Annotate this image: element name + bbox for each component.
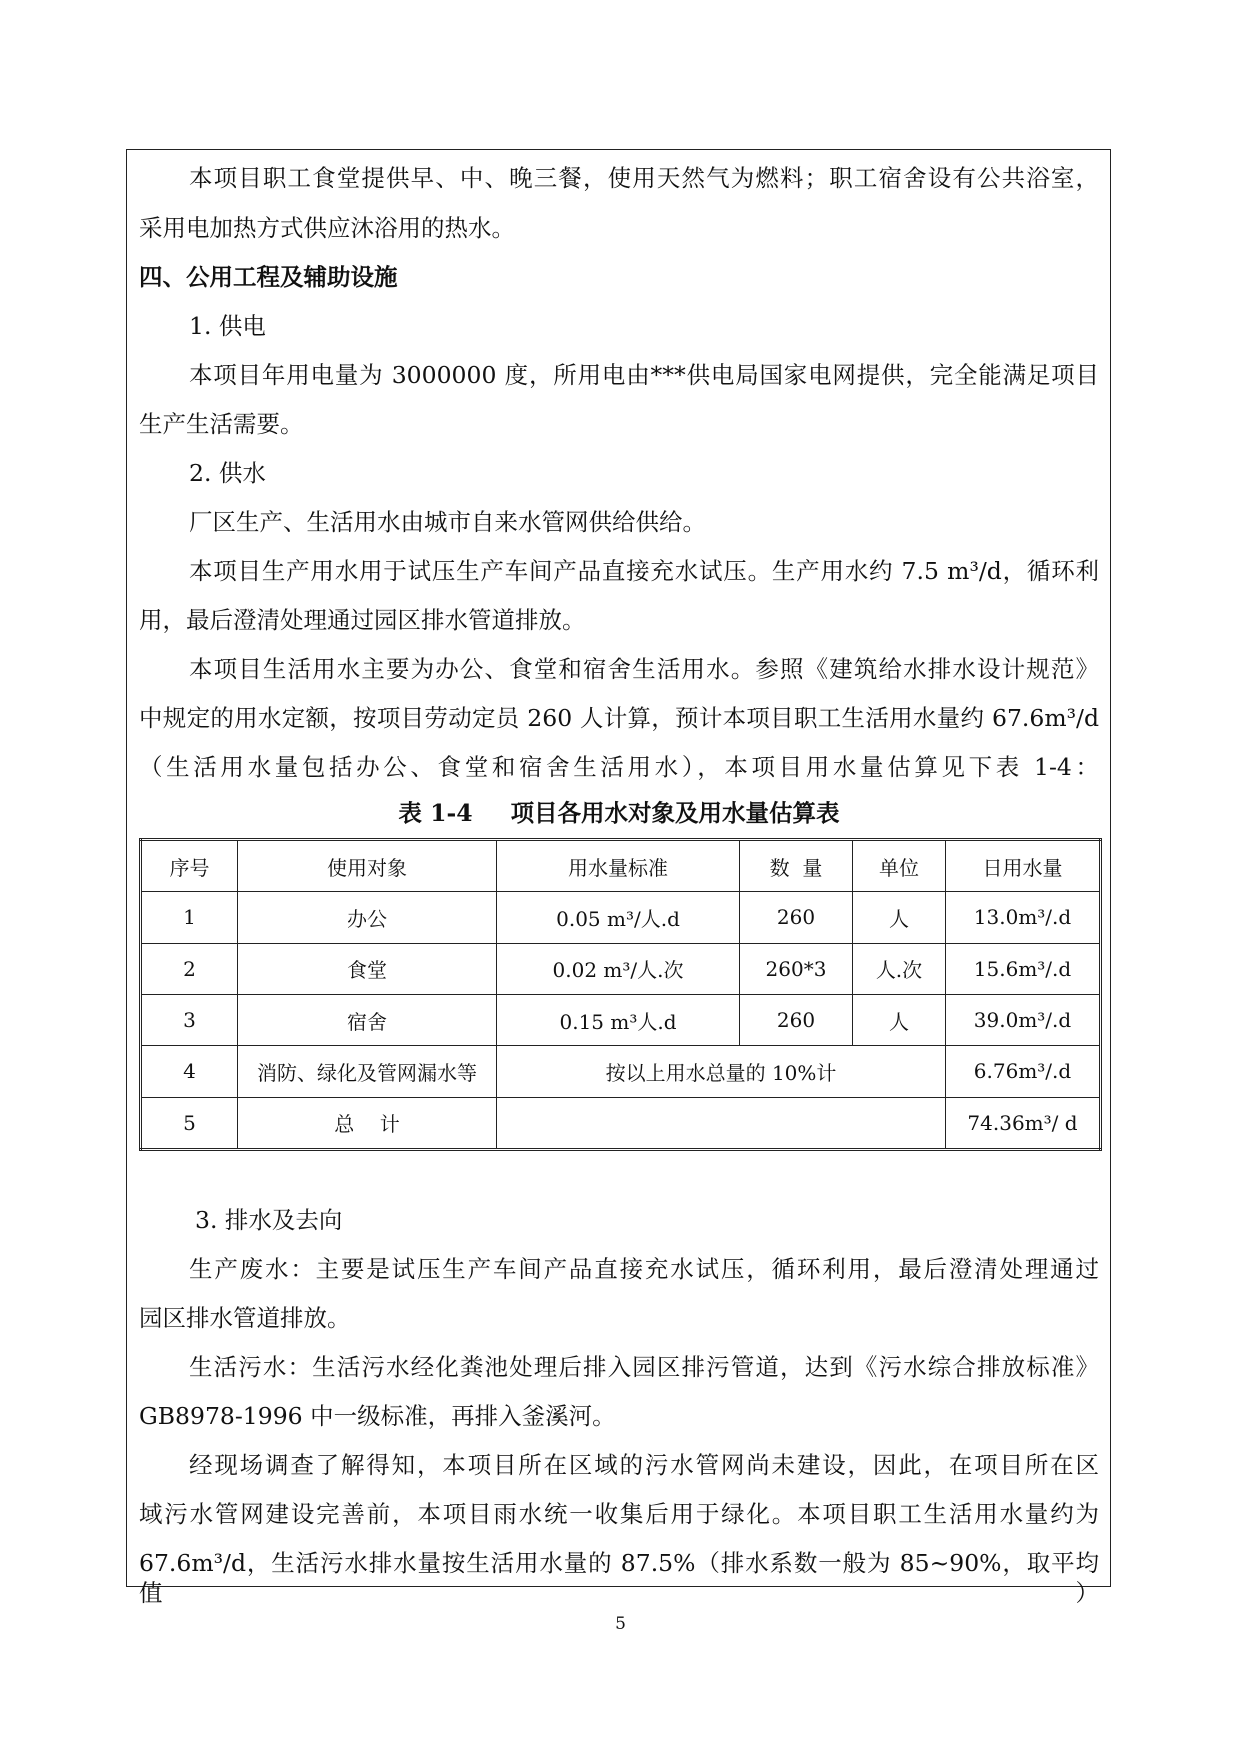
table-cell: 0.02 m³/人.次 bbox=[497, 943, 740, 994]
paragraph-line: 采用电加热方式供应沐浴用的热水。 bbox=[139, 214, 515, 242]
header-cell: 用水量标准 bbox=[497, 840, 740, 892]
paragraph-line: 经现场调查了解得知，本项目所在区域的污水管网尚未建设，因此，在项目所在区 bbox=[189, 1451, 1099, 1479]
paragraph-line: 67.6m³/d，生活污水排水量按生活用水量的 87.5%（排水系数一般为 85~90%，取平均值） bbox=[139, 1549, 1099, 1607]
water-usage-table bbox=[139, 838, 1102, 1151]
table-cell: 办公 bbox=[238, 892, 497, 943]
table-cell: 人.次 bbox=[853, 943, 946, 994]
table-cell: 260 bbox=[740, 892, 853, 943]
paragraph-line: 域污水管网建设完善前，本项目雨水统一收集后用于绿化。本项目职工生活用水量约为 bbox=[139, 1500, 1099, 1528]
paragraph-line: 生产废水：主要是试压生产车间产品直接充水试压，循环利用，最后澄清处理通过 bbox=[189, 1255, 1099, 1283]
header-cell: 单位 bbox=[853, 840, 946, 892]
header-cell: 序号 bbox=[141, 840, 238, 892]
table-cell: 消防、绿化及管网漏水等 bbox=[238, 1046, 497, 1097]
paragraph-line: 用，最后澄清处理通过园区排水管道排放。 bbox=[139, 606, 586, 634]
paragraph-line: GB8978-1996 中一级标准，再排入釜溪河。 bbox=[139, 1402, 616, 1430]
table-caption-number: 表 1-4 bbox=[398, 799, 473, 827]
subsection-heading: 3. 排水及去向 bbox=[195, 1206, 343, 1234]
table-cell-merged bbox=[497, 1097, 946, 1149]
paragraph-line: 本项目生产用水用于试压生产车间产品直接充水试压。生产用水约 7.5 m³/d，循环利 bbox=[189, 557, 1099, 585]
paragraph-line: 生活污水：生活污水经化粪池处理后排入园区排污管道，达到《污水综合排放标准》 bbox=[189, 1353, 1099, 1381]
subsection-heading: 2. 供水 bbox=[189, 459, 266, 487]
paragraph-line: 厂区生产、生活用水由城市自来水管网供给供给。 bbox=[189, 508, 706, 536]
paragraph-line: （生活用水量包括办公、食堂和宿舍生活用水），本项目用水量估算见下表 1-4： bbox=[139, 753, 1099, 781]
subsection-heading: 1. 供电 bbox=[189, 312, 266, 340]
header-cell: 日用水量 bbox=[946, 840, 1101, 892]
table-cell: 74.36m³/ d bbox=[946, 1097, 1101, 1149]
header-cell: 数 量 bbox=[740, 840, 853, 892]
table-cell: 4 bbox=[141, 1046, 238, 1097]
table-header-row bbox=[141, 840, 1101, 892]
table-cell: 总 计 bbox=[238, 1097, 497, 1149]
table-cell: 人 bbox=[853, 892, 946, 943]
table-row bbox=[141, 892, 1101, 943]
table-cell: 260 bbox=[740, 994, 853, 1045]
table-cell: 0.05 m³/人.d bbox=[497, 892, 740, 943]
table-cell: 宿舍 bbox=[238, 994, 497, 1045]
table-caption-title: 项目各用水对象及用水量估算表 bbox=[510, 799, 840, 827]
table-row bbox=[141, 1046, 1101, 1097]
table-cell: 1 bbox=[141, 892, 238, 943]
paragraph-line: 本项目年用电量为 3000000 度，所用电由***供电局国家电网提供，完全能满足项目 bbox=[189, 361, 1099, 389]
table-cell: 15.6m³/.d bbox=[946, 943, 1101, 994]
page-number: 5 bbox=[615, 1614, 626, 1634]
paragraph-line: 本项目职工食堂提供早、中、晚三餐，使用天然气为燃料；职工宿舍设有公共浴室， bbox=[189, 164, 1099, 192]
table-cell: 39.0m³/.d bbox=[946, 994, 1101, 1045]
table-cell: 0.15 m³人.d bbox=[497, 994, 740, 1045]
table-cell: 2 bbox=[141, 943, 238, 994]
table-cell: 5 bbox=[141, 1097, 238, 1149]
table-row bbox=[141, 943, 1101, 994]
section-heading: 四、公用工程及辅助设施 bbox=[139, 263, 398, 291]
table-cell: 6.76m³/.d bbox=[946, 1046, 1101, 1097]
table-cell: 13.0m³/.d bbox=[946, 892, 1101, 943]
paragraph-line: 园区排水管道排放。 bbox=[139, 1304, 351, 1332]
paragraph-line: 生产生活需要。 bbox=[139, 410, 304, 438]
table-row bbox=[141, 994, 1101, 1045]
paragraph-line: 本项目生活用水主要为办公、食堂和宿舍生活用水。参照《建筑给水排水设计规范》 bbox=[189, 655, 1099, 683]
paragraph-line: 中规定的用水定额，按项目劳动定员 260 人计算，预计本项目职工生活用水量约 67.6m³/d bbox=[139, 704, 1099, 732]
header-cell: 使用对象 bbox=[238, 840, 497, 892]
table-cell: 3 bbox=[141, 994, 238, 1045]
table-cell: 食堂 bbox=[238, 943, 497, 994]
table-cell: 人 bbox=[853, 994, 946, 1045]
table-caption bbox=[139, 798, 1099, 828]
table-cell: 260*3 bbox=[740, 943, 853, 994]
table-cell-merged: 按以上用水总量的 10%计 bbox=[497, 1046, 946, 1097]
table-total-row bbox=[141, 1097, 1101, 1149]
